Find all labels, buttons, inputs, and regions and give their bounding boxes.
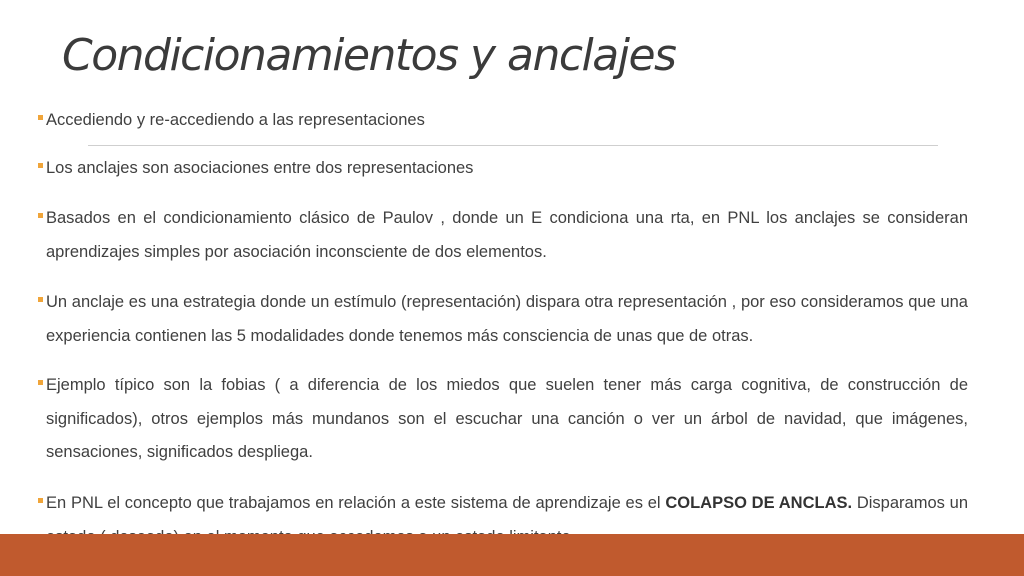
bullet-text: Ejemplo típico son la fobias ( a diferencia de los miedos que suelen tener más carga cognitiva, de construcción de significados), otros ejemplos más mundanos son el escuchar una canción o ver un árbol de navidad, que imágenes, sensaciones, significados despliega. [46,376,968,461]
square-bullet-icon [38,380,43,385]
square-bullet-icon [38,213,43,218]
bullet-item [38,202,968,269]
square-bullet-icon [38,163,43,168]
divider-line [88,145,938,146]
square-bullet-icon [38,498,43,503]
bullet-item [38,369,968,470]
bullet-text-after: Disparamos un [856,494,968,512]
bullet-text-before: En PNL el concepto que trabajamos en relación a este sistema de aprendizaje es el [46,494,666,512]
bullet-text: Los anclajes son asociaciones entre dos representaciones [46,159,474,177]
bullet-emphasis: COLAPSO DE ANCLAS. [665,494,853,512]
footer-bar [0,534,1024,576]
bullet-text: Un anclaje es una estrategia donde un estímulo (representación) dispara otra representación , por eso consideramos que una experiencia contienen las 5 modalidades donde tenemos más consciencia de unas que de otras. [46,293,968,345]
square-bullet-icon [38,115,43,120]
bullet-text: Basados en el condicionamiento clásico de Paulov , donde un E condiciona una rta, en PNL los anclajes se consideran aprendizajes simples por asociación inconsciente de dos elementos. [46,209,968,261]
bullet-item [38,286,968,353]
bullet-item [38,152,968,186]
slide-title: Condicionamientos y anclajes [62,30,676,81]
square-bullet-icon [38,297,43,302]
bullet-item [38,104,968,138]
bullet-text: Accediendo y re-accediendo a las representaciones [46,111,425,129]
